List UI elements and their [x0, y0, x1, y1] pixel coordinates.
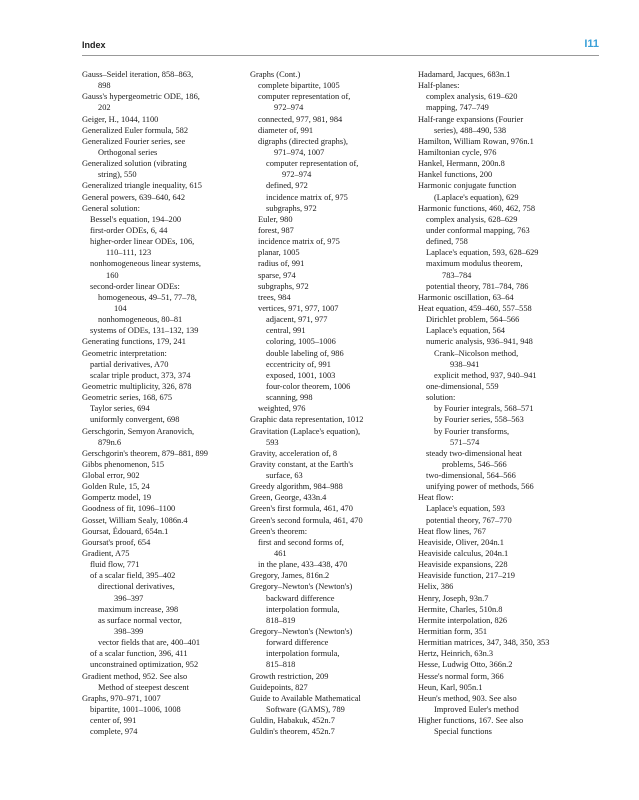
index-entry: Gregory–Newton's (Newton's) [250, 627, 353, 637]
index-subentry: 593 [266, 437, 279, 447]
index-entry: Heat flow lines, 767 [418, 526, 486, 536]
index-subentry: planar, 1005 [258, 248, 300, 258]
index-entry: Guidepoints, 827 [250, 682, 308, 692]
index-subentry: 972–974 [274, 103, 304, 113]
index-subentry: Special functions [434, 727, 492, 737]
index-entry: Harmonic oscillation, 63–64 [418, 292, 514, 302]
index-subentry: Laplace's equation, 593, 628–629 [426, 248, 539, 258]
index-subentry: of a scalar field, 395–402 [90, 571, 176, 581]
index-subentry: 398–399 [114, 627, 144, 637]
index-subentry: systems of ODEs, 131–132, 139 [90, 326, 199, 336]
index-entry: Hesse's normal form, 366 [418, 671, 504, 681]
index-entry: Guldin, Habakuk, 452n.7 [250, 716, 335, 726]
index-subentry: central, 991 [266, 326, 306, 336]
index-entry: Graphs, 970–971, 1007 [82, 693, 161, 703]
index-subentry: four-color theorem, 1006 [266, 381, 351, 391]
index-subentry: backward difference [266, 593, 335, 603]
index-subentry: 110–111, 123 [106, 248, 152, 258]
index-subentry: incidence matrix of, 975 [258, 237, 340, 247]
index-subentry: by Fourier series, 558–563 [434, 415, 524, 425]
index-entry: Gosset, William Sealy, 1086n.4 [82, 515, 188, 525]
index-subentry: 815–818 [266, 660, 296, 670]
index-subentry: series), 488–490, 538 [434, 125, 507, 135]
index-entry: Higher functions, 167. See also [418, 716, 524, 726]
index-subentry: Improved Euler's method [434, 705, 519, 715]
index-subentry: Software (GAMS), 789 [266, 705, 345, 715]
index-entry: Guldin's theorem, 452n.7 [250, 727, 335, 737]
index-entry: Greedy algorithm, 984–988 [250, 482, 343, 492]
index-entry: Heaviside expansions, 228 [418, 560, 508, 570]
index-subentry: potential theory, 767–770 [426, 515, 512, 525]
index-entry: Generalized Euler formula, 582 [82, 125, 189, 135]
index-subentry: uniformly convergent, 698 [90, 415, 180, 425]
index-subentry: nonhomogeneous linear systems, [90, 259, 201, 269]
index-subentry: problems, 546–566 [442, 459, 507, 469]
index-subentry: mapping, 747–749 [426, 103, 489, 113]
index-entry: Growth restriction, 209 [250, 671, 329, 681]
index-subentry: maximum modulus theorem, [426, 259, 523, 269]
index-subentry: 972–974 [282, 170, 312, 180]
index-entry: Geiger, H., 1044, 1100 [82, 114, 159, 124]
index-subentry: 571–574 [450, 437, 480, 447]
index-subentry: defined, 972 [266, 181, 308, 191]
index-subentry: 202 [98, 103, 111, 113]
index-entry: Henry, Joseph, 93n.7 [418, 593, 489, 603]
index-entry: Goodness of fit, 1096–1100 [82, 504, 176, 514]
index-subentry: Method of steepest descent [98, 682, 189, 692]
index-entry: Hertz, Heinrich, 63n.3 [418, 649, 494, 659]
index-subentry: vector fields that are, 400–401 [98, 638, 201, 648]
index-subentry: complete bipartite, 1005 [258, 81, 340, 91]
index-entry: Hankel, Hermann, 200n.8 [418, 159, 505, 169]
index-subentry: as surface normal vector, [98, 615, 182, 625]
index-subentry: in the plane, 433–438, 470 [258, 560, 348, 570]
index-entry: Green's theorem: [250, 526, 308, 536]
index-entry: Gradient, A75 [82, 549, 130, 559]
index-subentry: interpolation formula, [266, 649, 340, 659]
index-subentry: complete, 974 [90, 727, 138, 737]
index-subentry: steady two-dimensional heat [426, 448, 522, 458]
index-subentry: diameter of, 991 [258, 125, 314, 135]
index-entry: Gravity, acceleration of, 8 [250, 448, 338, 458]
index-subentry: Bessel's equation, 194–200 [90, 214, 182, 224]
index-entry: Helix, 386 [418, 582, 454, 592]
index-subentry: first and second forms of, [258, 537, 344, 547]
index-subentry: coloring, 1005–1006 [266, 337, 336, 347]
index-subentry: by Fourier transforms, [434, 426, 510, 436]
index-subentry: maximum increase, 398 [98, 604, 179, 614]
index-subentry: connected, 977, 981, 984 [258, 114, 343, 124]
index-entry: Heaviside function, 217–219 [418, 571, 515, 581]
index-subentry: subgraphs, 972 [266, 203, 317, 213]
index-entry: Hermite, Charles, 510n.8 [418, 604, 503, 614]
index-entry: Harmonic conjugate function [418, 181, 517, 191]
index-entry: Gregory–Newton's (Newton's) [250, 582, 353, 592]
index-subentry: string), 550 [98, 170, 137, 180]
index-subentry: 879n.6 [98, 437, 122, 447]
index-entry: Gompertz model, 19 [82, 493, 152, 503]
index-entry: Guide to Available Mathematical [250, 693, 361, 703]
index-subentry: trees, 984 [258, 292, 291, 302]
index-subentry: fluid flow, 771 [90, 560, 140, 570]
index-subentry: Crank–Nicolson method, [434, 348, 519, 358]
index-entry: Golden Rule, 15, 24 [82, 482, 150, 492]
index-subentry: eccentricity of, 991 [266, 359, 331, 369]
index-subentry: exposed, 1001, 1003 [266, 370, 336, 380]
index-subentry: 898 [98, 81, 111, 91]
index-entry: Graphic data representation, 1012 [250, 415, 364, 425]
index-subentry: explicit method, 937, 940–941 [434, 370, 537, 380]
index-entry: Hankel functions, 200 [418, 170, 493, 180]
index-entry: Gauss–Seidel iteration, 858–863, [82, 70, 194, 79]
index-subentry: second-order linear ODEs: [90, 281, 180, 291]
index-entry: Green's second formula, 461, 470 [250, 515, 363, 525]
index-entry: Half-range expansions (Fourier [418, 114, 524, 124]
index-subentry: first-order ODEs, 6, 44 [90, 225, 168, 235]
index-subentry: 938–941 [450, 359, 480, 369]
index-subentry: solution: [426, 393, 456, 403]
index-entry: Heaviside, Oliver, 204n.1 [418, 537, 504, 547]
index-subentry: complex analysis, 619–620 [426, 92, 518, 102]
index-entry: Generalized triangle inequality, 615 [82, 181, 202, 191]
index-subentry: computer representation of, [266, 159, 359, 169]
index-subentry: (Laplace's equation), 629 [434, 192, 519, 202]
index-entry: General solution: [82, 203, 140, 213]
index-subentry: 818–819 [266, 615, 296, 625]
index-subentry: subgraphs, 972 [258, 281, 309, 291]
index-subentry: bipartite, 1001–1006, 1008 [90, 705, 181, 715]
index-entry: Generating functions, 179, 241 [82, 337, 186, 347]
index-subentry: scanning, 998 [266, 393, 313, 403]
index-subentry: one-dimensional, 559 [426, 381, 499, 391]
index-entry: Gauss's hypergeometric ODE, 186, [82, 92, 200, 102]
index-entry: Hermite interpolation, 826 [418, 615, 508, 625]
index-subentry: nonhomogeneous, 80–81 [98, 315, 183, 325]
index-subentry: complex analysis, 628–629 [426, 214, 518, 224]
index-subentry: two-dimensional, 564–566 [426, 471, 516, 481]
index-entry: Half-planes: [418, 81, 460, 91]
index-subentry: directional derivatives, [98, 582, 175, 592]
index-subentry: Orthogonal series [98, 147, 158, 157]
index-subentry: numeric analysis, 936–941, 948 [426, 337, 533, 347]
index-entry: Hamiltonian cycle, 976 [418, 147, 497, 157]
index-entry: Geometric multiplicity, 326, 878 [82, 381, 192, 391]
index-entry: Heaviside calculus, 204n.1 [418, 549, 509, 559]
index-subentry: homogeneous, 49–51, 77–78, [98, 292, 197, 302]
index-subentry: 461 [274, 549, 287, 559]
index-subentry: Laplace's equation, 593 [426, 504, 505, 514]
index-entry: Gerschgorin's theorem, 879–881, 899 [82, 448, 208, 458]
index-entry: Global error, 902 [82, 471, 140, 481]
index-subentry: of a scalar function, 396, 411 [90, 649, 188, 659]
index-entry: Green's first formula, 461, 470 [250, 504, 353, 514]
index-entry: Hermitian form, 351 [418, 627, 488, 637]
index-subentry: 104 [114, 303, 127, 313]
index-entry: Generalized solution (vibrating [82, 159, 187, 169]
index-subentry: adjacent, 971, 977 [266, 315, 328, 325]
index-entry: Heat equation, 459–460, 557–558 [418, 303, 532, 313]
index-column-2 [250, 69, 410, 737]
index-subentry: digraphs (directed graphs), [258, 136, 348, 146]
index-entry: Gibbs phenomenon, 515 [82, 459, 165, 469]
index-entry: Hamilton, William Rowan, 976n.1 [418, 136, 534, 146]
index-entry: General powers, 639–640, 642 [82, 192, 186, 202]
index-subentry: sparse, 974 [258, 270, 296, 280]
index-entry: Geometric interpretation: [82, 348, 167, 358]
index-subentry: surface, 63 [266, 471, 303, 481]
index-subentry: under conformal mapping, 763 [426, 225, 530, 235]
index-subentry: forest, 987 [258, 225, 294, 235]
index-entry: Generalized Fourier series, see [82, 136, 186, 146]
index-entry: Heat flow: [418, 493, 454, 503]
index-subentry: incidence matrix of, 975 [266, 192, 348, 202]
index-entry: Gravitation (Laplace's equation), [250, 426, 361, 436]
index-subentry: double labeling of, 986 [266, 348, 344, 358]
index-entry: Gradient method, 952. See also [82, 671, 188, 681]
index-entry: Geometric series, 168, 675 [82, 393, 173, 403]
index-column-1 [82, 69, 242, 737]
index-entry: Gregory, James, 816n.2 [250, 571, 330, 581]
running-header-title: Index [82, 40, 106, 50]
index-entry: Heun, Karl, 905n.1 [418, 682, 483, 692]
index-entry: Goursat's proof, 654 [82, 537, 151, 547]
index-entry: Hermitian matrices, 347, 348, 350, 353 [418, 638, 550, 648]
index-subentry: Dirichlet problem, 564–566 [426, 315, 520, 325]
index-entry: Gerschgorin, Semyon Aranovich, [82, 426, 195, 436]
index-entry: Harmonic functions, 460, 462, 758 [418, 203, 536, 213]
index-subentry: radius of, 991 [258, 259, 305, 269]
index-subentry: forward difference [266, 638, 329, 648]
index-subentry: scalar triple product, 373, 374 [90, 370, 191, 380]
index-subentry: unconstrained optimization, 952 [90, 660, 199, 670]
index-subentry: Laplace's equation, 564 [426, 326, 505, 336]
index-subentry: 783–784 [442, 270, 472, 280]
index-subentry: defined, 758 [426, 237, 468, 247]
index-entry: Hadamard, Jacques, 683n.1 [418, 70, 511, 79]
index-subentry: Taylor series, 694 [90, 404, 150, 414]
index-entry: Gravity constant, at the Earth's [250, 459, 354, 469]
index-subentry: vertices, 971, 977, 1007 [258, 303, 339, 313]
index-column-3 [418, 69, 578, 737]
index-entry: Hesse, Ludwig Otto, 366n.2 [418, 660, 513, 670]
index-subentry: higher-order linear ODEs, 106, [90, 237, 195, 247]
index-subentry: weighted, 976 [258, 404, 306, 414]
index-subentry: potential theory, 781–784, 786 [426, 281, 529, 291]
index-subentry: by Fourier integrals, 568–571 [434, 404, 534, 414]
index-subentry: center of, 991 [90, 716, 137, 726]
index-subentry: computer representation of, [258, 92, 351, 102]
index-subentry: partial derivatives, A70 [90, 359, 169, 369]
index-subentry: Euler, 980 [258, 214, 293, 224]
index-subentry: unifying power of methods, 566 [426, 482, 534, 492]
index-entry: Green, George, 433n.4 [250, 493, 327, 503]
index-entry: Goursat, Édouard, 654n.1 [82, 526, 169, 536]
index-subentry: 971–974, 1007 [274, 147, 325, 157]
index-entry: Graphs (Cont.) [250, 70, 301, 79]
header-divider [82, 55, 599, 56]
index-subentry: 160 [106, 270, 119, 280]
index-subentry: interpolation formula, [266, 604, 340, 614]
page-number: I11 [584, 38, 599, 50]
index-entry: Heun's method, 903. See also [418, 693, 517, 703]
index-subentry: 396–397 [114, 593, 144, 603]
